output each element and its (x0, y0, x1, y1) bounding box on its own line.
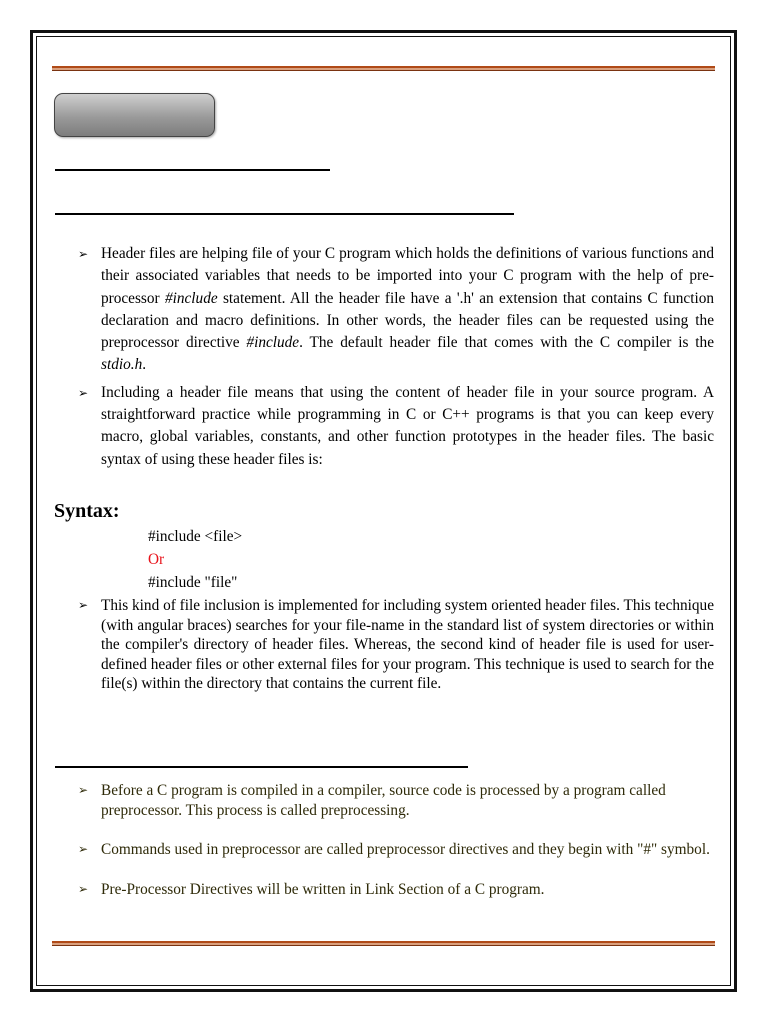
bullet-text: This kind of file inclusion is implemented for including system oriented header files. This technique (with angular braces) searches for your file-name in the standard list of system directories or within the compiler's directory of header files. Whereas, the second kind of header file is used for user-defined header files or other external files for your program. This technique is used to search for the file(s) within the directory that contains the current file. (101, 597, 714, 693)
preprocessor-section (78, 781, 714, 899)
bullet-text: Including a header file means that using the content of header file in your source program. A straightforward practice while programming in C or C++ programs is that you can keep every macro, global variables, constants, and other function prototypes in the header files. The basic syntax of using these header files is: (101, 383, 714, 468)
bullet-text: statement. All the header file have a '.h' an extension that contains C function declaration and macro definitions. In other words, the header files can be requested using the preprocessor directive (101, 289, 714, 352)
bullet-item (78, 781, 714, 820)
bullet-item (78, 840, 714, 860)
heading-underline-1 (55, 169, 330, 171)
top-decorative-rule (52, 66, 715, 71)
syntax-include-angle: #include <file> (148, 528, 243, 545)
header-files-section (78, 243, 714, 471)
heading-underline-2 (55, 213, 514, 215)
chapter-title-pill (54, 93, 215, 137)
bullet-item (78, 880, 714, 900)
file-inclusion-section (78, 596, 714, 694)
bullet-text: . (142, 356, 147, 374)
italic-term: stdio.h (101, 356, 143, 374)
bullet-item (78, 596, 714, 694)
bullet-item (78, 243, 714, 377)
syntax-heading: Syntax: (54, 500, 120, 522)
syntax-or: Or (148, 551, 165, 568)
arrow-bullet-icon: ➢ (78, 842, 89, 856)
arrow-bullet-icon: ➢ (78, 881, 89, 896)
heading-underline-3 (55, 766, 468, 768)
bullet-text: Pre-Processor Directives will be written in Link Section of a C program. (101, 880, 545, 898)
italic-term: #include (164, 289, 218, 307)
syntax-include-quotes: #include "file" (148, 574, 238, 591)
bullet-text: . The default header file that comes with the C compiler is the (299, 334, 714, 352)
italic-term: #include (246, 334, 300, 352)
bullet-text: Before a C program is compiled in a compiler, source code is processed by a program called preprocessor. This process is called preprocessing. (101, 782, 666, 819)
arrow-bullet-icon: ➢ (78, 247, 89, 261)
arrow-bullet-icon: ➢ (78, 598, 89, 612)
bullet-text: Header files are helping file of your C program which holds the definitions of various functions and their associated variables that needs to be imported into your C program with the help of pre-processor (101, 245, 714, 307)
bullet-item (78, 382, 714, 471)
arrow-bullet-icon: ➢ (78, 783, 89, 797)
bullet-text: Commands used in preprocessor are called preprocessor directives and they begin with "#" symbol. (101, 841, 710, 858)
bottom-decorative-rule (52, 941, 715, 946)
arrow-bullet-icon: ➢ (78, 385, 89, 400)
